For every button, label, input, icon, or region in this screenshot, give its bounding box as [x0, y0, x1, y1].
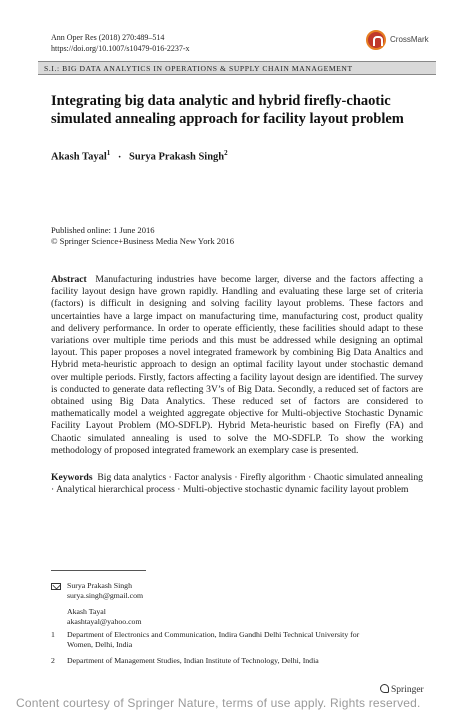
publication-info [51, 225, 234, 247]
abstract-label: Abstract [51, 274, 87, 285]
series-title: S.I.: BIG DATA ANALYTICS IN OPERATIONS & SUPPLY CHAIN MANAGEMENT [44, 63, 353, 73]
abstract-section [51, 274, 423, 457]
footnote-divider [51, 570, 146, 571]
footnote-2-number: 2 [51, 656, 55, 665]
abstract-text: Manufacturing industries have become larger, diverse and the factors affecting a facility layout design have grown rapidly. Handling and evaluating these large set of criteria (factors) is difficult in designing and solving facility layout problems. These factors and uncertainties have a large impact on manufacturing time, manufacturing cost, product quality and delivery performance. In order to operate efficiently, these facilities should adapt to these variations over multiple time periods and this must be addressed while designing an optimal layout. This paper proposes a novel integrated framework by combining Big Data Analtics and Hybrid meta-heuristic approach to design an optimal facility layout under stochastic demand over multiple periods. Firstly, factors affecting a facility layout design are identified. The survey is conducted to generate data reflecting 3V’s of Big Data. Secondly, a reduced set of factors are obtained using Big Data Analytics. These reduced set of factors are considered to mathematically model a weighted aggregate objective for Multi-objective Stochastic Dynamic Facility Layout Problem (MO-SDFLP). Hybrid Meta-heuristic based on Firefly (FA) and Chaotic simulated annealing is used to solve the MO-SDFLP. To show the working methodology of proposed integrated framework an exemplary case is presented. [51, 274, 423, 456]
springer-label: Springer [391, 685, 424, 695]
author-name: Akash Tayal [51, 151, 107, 163]
copyright-notice: © Springer Science+Business Media New York 2016 [51, 236, 234, 246]
envelope-icon [51, 583, 61, 590]
author-affil-ref: 2 [224, 149, 228, 157]
footnote-1-number: 1 [51, 630, 55, 639]
corresponding-name: Surya Prakash Singh [67, 581, 132, 590]
title-line-2: simulated annealing approach for facility layout problem [51, 111, 404, 127]
keywords-text: Big data analytics · Factor analysis · Firefly algorithm · Chaotic simulated annealing · Analytical hierarchical process · Multi-objective stochastic dynamic facility layout problem [51, 472, 423, 496]
journal-citation: Ann Oper Res (2018) 270:489–514 [51, 33, 165, 42]
paper-title [51, 92, 441, 128]
author-affil-ref: 1 [106, 149, 111, 157]
title-line-1: Integrating big data analytic and hybrid firefly-chaotic [51, 93, 391, 109]
second-author-contact [67, 607, 142, 627]
crossmark-icon [366, 30, 386, 50]
footnote-2-text: Department of Management Studies, Indian Institute of Technology, Delhi, India [67, 656, 319, 665]
series-banner [38, 61, 436, 75]
second-author-email[interactable]: akashtayal@yahoo.com [67, 617, 142, 626]
second-author-name: Akash Tayal [67, 607, 106, 616]
published-online: Published online: 1 June 2016 [51, 225, 155, 235]
crossmark-badge[interactable] [366, 30, 448, 56]
springer-horse-icon [380, 684, 389, 693]
author-name: Surya Prakash Singh [129, 151, 225, 163]
springer-logo [380, 684, 424, 695]
corresponding-author [67, 581, 143, 601]
author-separator: · [117, 151, 122, 163]
footnote-1-text: Department of Electronics and Communication, Indira Gandhi Delhi Technical University for Women, Delhi, India [67, 630, 360, 649]
crossmark-label: CrossMark [390, 35, 429, 44]
doi-link[interactable]: https://doi.org/10.1007/s10479-016-2237-x [51, 44, 190, 53]
author-list [51, 149, 228, 163]
keywords-section [51, 472, 423, 496]
corresponding-email[interactable]: surya.singh@gmail.com [67, 591, 144, 600]
courtesy-notice: Content courtesy of Springer Nature, terms of use apply. Rights reserved. [16, 696, 421, 710]
keywords-label: Keywords [51, 472, 93, 483]
